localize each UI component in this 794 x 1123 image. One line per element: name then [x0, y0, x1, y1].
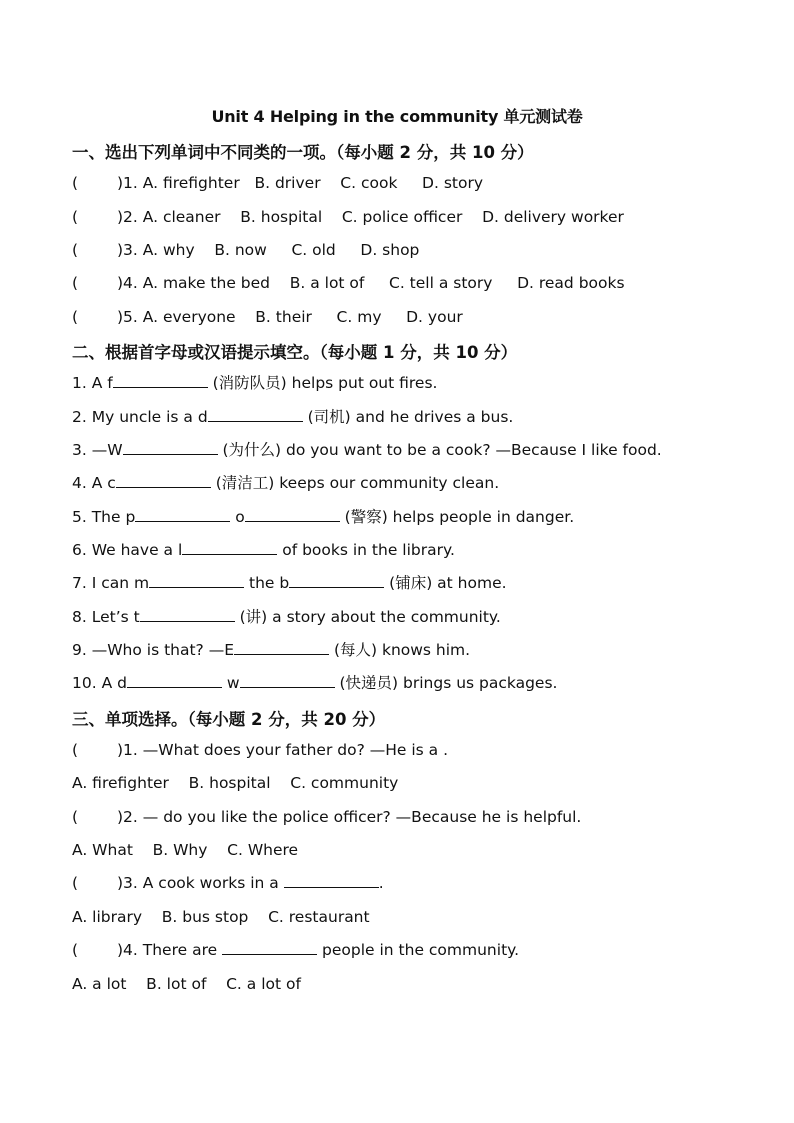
- section2-item-9: [72, 640, 470, 660]
- item-text: 5. The p: [72, 508, 136, 526]
- page-title: Unit 4 Helping in the community 单元测试卷: [211, 107, 583, 126]
- section1-item-3: [72, 240, 419, 260]
- item-text: (消防队员) helps put out fires.: [207, 374, 438, 392]
- item-text: (铺床) at home.: [384, 574, 507, 592]
- item-text: 7. I can m: [72, 574, 150, 592]
- item-text: 4. A c: [72, 474, 116, 492]
- section2-heading: 二、根据首字母或汉语提示填空。（每小题 1 分，共 10 分）: [72, 343, 518, 362]
- answer-paren[interactable]: (: [72, 741, 79, 759]
- section2-item-10: [72, 673, 557, 693]
- item-text: 1. A f: [72, 374, 113, 392]
- section3-options-1: A. firefighter B. hospital C. community: [72, 774, 399, 792]
- answer-paren[interactable]: (: [72, 208, 79, 226]
- question-text: )4. There are: [117, 941, 223, 959]
- answer-blank[interactable]: [149, 573, 244, 588]
- item-text: (快递员) brings us packages.: [334, 674, 558, 692]
- section2-item-2: [72, 407, 513, 427]
- question-text: )1. —What does your father do? —He is a .: [117, 741, 449, 759]
- section1-item-5: [72, 307, 463, 327]
- item-text: w: [221, 674, 240, 692]
- section3-options-2: A. What B. Why C. Where: [72, 841, 299, 859]
- answer-blank[interactable]: [123, 440, 218, 455]
- question-text: )3. A cook works in a: [117, 874, 284, 892]
- item-text: of books in the library.: [277, 541, 455, 559]
- section1-item-2: [72, 207, 624, 227]
- answer-paren[interactable]: (: [72, 274, 79, 292]
- answer-blank[interactable]: [208, 407, 303, 422]
- item-text: (警察) helps people in danger.: [339, 508, 575, 526]
- answer-blank[interactable]: [182, 540, 277, 555]
- answer-paren[interactable]: (: [72, 941, 79, 959]
- answer-blank[interactable]: [289, 573, 384, 588]
- section2-item-5: [72, 507, 574, 527]
- section3-options-3: A. library B. bus stop C. restaurant: [72, 908, 370, 926]
- question-text: )2. — do you like the police officer? —Because he is helpful.: [117, 808, 582, 826]
- section1-item-1: [72, 173, 483, 193]
- item-text: 2. My uncle is a d: [72, 408, 208, 426]
- item-text: (讲) a story about the community.: [234, 608, 501, 626]
- answer-blank[interactable]: [284, 873, 379, 888]
- section3-question-2: [72, 807, 581, 827]
- answer-blank[interactable]: [116, 473, 211, 488]
- section2-item-7: [72, 573, 507, 593]
- answer-paren[interactable]: (: [72, 308, 79, 326]
- item-text: )2. A. cleaner: [117, 208, 221, 226]
- item-text: 8. Let’s t: [72, 608, 140, 626]
- item-text: 10. A d: [72, 674, 127, 692]
- answer-paren[interactable]: (: [72, 808, 79, 826]
- section3-question-1: [72, 740, 448, 760]
- answer-paren[interactable]: (: [72, 174, 79, 192]
- answer-blank[interactable]: [135, 507, 230, 522]
- section2-item-8: [72, 607, 501, 627]
- item-text: )4. A. make the bed: [117, 274, 271, 292]
- item-text: (为什么) do you want to be a cook? —Because I like food.: [217, 441, 662, 459]
- question-text: people in the community.: [317, 941, 520, 959]
- section3-question-3: [72, 873, 384, 893]
- answer-blank[interactable]: [222, 940, 317, 955]
- item-options: B. a lot of C. tell a story D. read books: [270, 274, 625, 292]
- item-text: 9. —Who is that? —E: [72, 641, 235, 659]
- item-options: B. driver C. cook D. story: [239, 174, 484, 192]
- item-text: (每人) knows him.: [329, 641, 471, 659]
- answer-paren[interactable]: (: [72, 874, 79, 892]
- answer-paren[interactable]: (: [72, 241, 79, 259]
- answer-blank[interactable]: [245, 507, 340, 522]
- section2-item-1: [72, 373, 437, 393]
- answer-blank[interactable]: [234, 640, 329, 655]
- section2-item-4: [72, 473, 499, 493]
- section1-heading: 一、选出下列单词中不同类的一项。（每小题 2 分，共 10 分）: [72, 143, 534, 162]
- item-text: the b: [244, 574, 290, 592]
- item-options: B. now C. old D. shop: [194, 241, 420, 259]
- item-text: )1. A. firefighter: [117, 174, 240, 192]
- section3-heading: 三、单项选择。（每小题 2 分，共 20 分）: [72, 710, 386, 729]
- answer-blank[interactable]: [127, 673, 222, 688]
- section1-item-4: [72, 273, 625, 293]
- item-options: B. their C. my D. your: [235, 308, 463, 326]
- item-text: )3. A. why: [117, 241, 195, 259]
- section2-item-3: [72, 440, 662, 460]
- item-text: o: [230, 508, 245, 526]
- section2-item-6: [72, 540, 455, 560]
- question-text: .: [378, 874, 384, 892]
- section3-options-4: A. a lot B. lot of C. a lot of: [72, 975, 301, 993]
- answer-blank[interactable]: [140, 607, 235, 622]
- item-text: 3. —W: [72, 441, 123, 459]
- item-text: 6. We have a l: [72, 541, 183, 559]
- item-text: )5. A. everyone: [117, 308, 236, 326]
- item-text: (清洁工) keeps our community clean.: [210, 474, 500, 492]
- item-text: (司机) and he drives a bus.: [302, 408, 514, 426]
- answer-blank[interactable]: [113, 373, 208, 388]
- answer-blank[interactable]: [240, 673, 335, 688]
- item-options: B. hospital C. police officer D. delivery worker: [220, 208, 624, 226]
- section3-question-4: [72, 940, 519, 960]
